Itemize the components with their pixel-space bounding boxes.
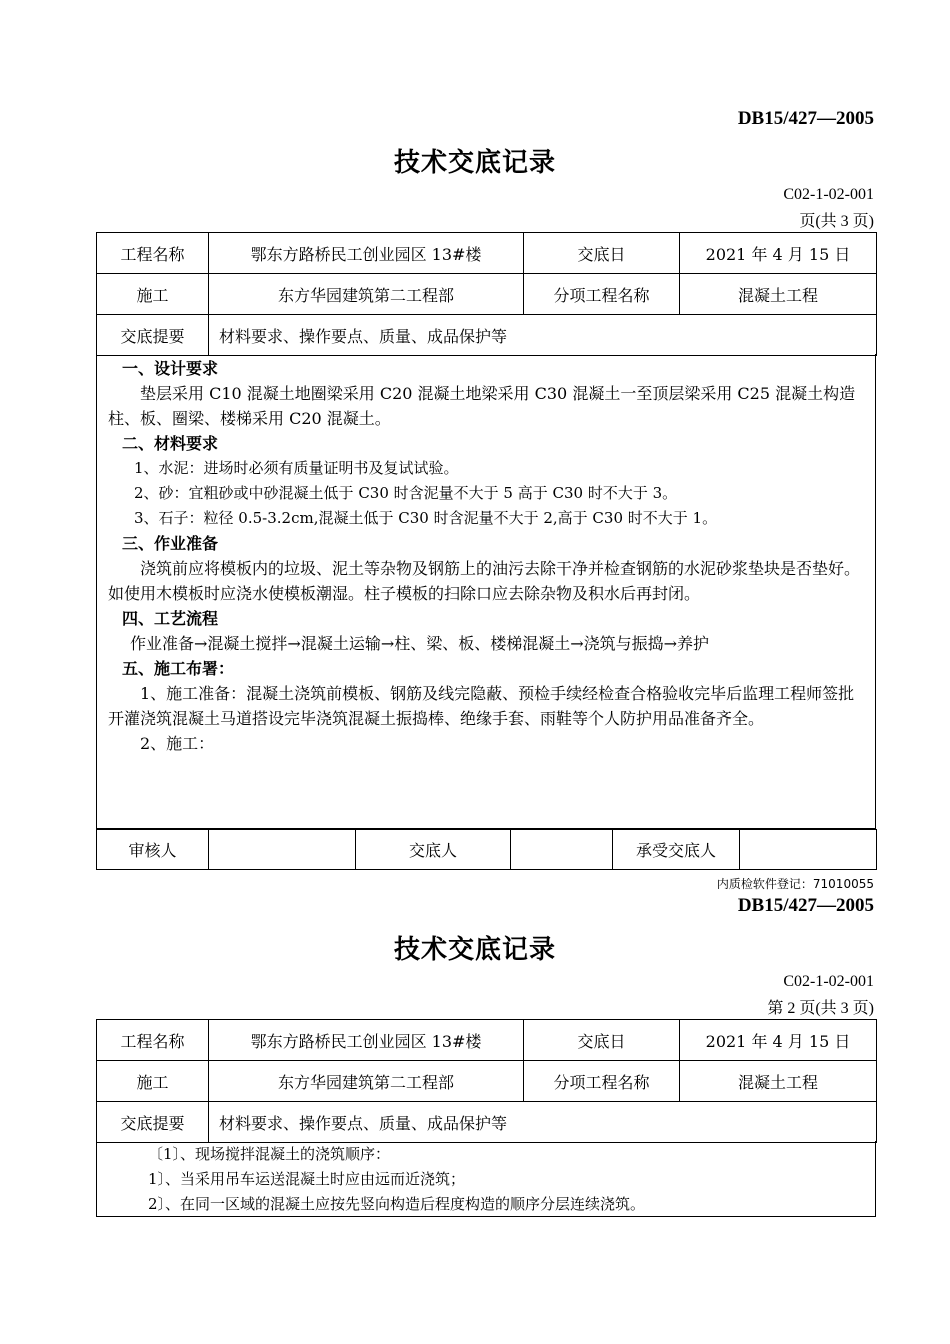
date-value: 2021 年 4 月 15 日 xyxy=(680,233,877,274)
standard-code: DB15/427—2005 xyxy=(737,108,874,129)
construction-unit-value: 东方华园建筑第二工程部 xyxy=(209,274,524,315)
project-name-value: 鄂东方路桥民工创业园区 13#楼 xyxy=(209,233,524,274)
reviewer-field[interactable] xyxy=(209,830,356,870)
subitem-label: 分项工程名称 xyxy=(524,274,680,315)
project-name-label: 工程名称 xyxy=(97,233,209,274)
section-heading: 二、材料要求 xyxy=(122,434,219,453)
registration-note: 内质检软件登记：71010055 xyxy=(716,877,874,891)
project-name-value: 鄂东方路桥民工创业园区 13#楼 xyxy=(209,1020,524,1061)
reviewer-label: 审核人 xyxy=(97,830,209,870)
construction-label: 施工 xyxy=(97,274,209,315)
construction-unit-value: 东方华园建筑第二工程部 xyxy=(209,1061,524,1102)
page-title: 技术交底记录 xyxy=(393,148,556,178)
date-label: 交底日 xyxy=(524,233,680,274)
section-heading: 三、作业准备 xyxy=(122,534,219,553)
page-title: 技术交底记录 xyxy=(393,935,556,965)
page-number: 页(共 3 页) xyxy=(799,213,874,230)
date-label: 交底日 xyxy=(524,1020,680,1061)
content-area xyxy=(96,354,876,829)
page-number: 第 2 页(共 3 页) xyxy=(767,1000,874,1017)
section-heading: 五、施工布署： xyxy=(122,659,235,678)
date-value: 2021 年 4 月 15 日 xyxy=(680,1020,877,1061)
section-text: 作业准备→混凝土搅拌→混凝土运输→柱、梁、板、楼梯混凝土→浇筑与振捣→养护 xyxy=(130,634,710,653)
list-item: 〔1〕、现场搅拌混凝土的浇筑顺序： xyxy=(148,1145,391,1163)
discloser-field[interactable] xyxy=(511,830,613,870)
list-item: 3、石子：粒径 0.5-3.2cm,混凝土低于 C30 时含泥量不大于 2,高于 C30 时不大于 1。 xyxy=(134,509,718,527)
subitem-label: 分项工程名称 xyxy=(524,1061,680,1102)
list-item: 2、砂：宜粗砂或中砂混凝土低于 C30 时含泥量不大于 5 高于 C30 时不大于 3。 xyxy=(134,484,678,502)
section-text: 2、施工： xyxy=(140,734,215,753)
form-code: C02-1-02-001 xyxy=(783,186,874,203)
list-item: 2〕、在同一区域的混凝土应按先竖向构造后程度构造的顺序分层连续浇筑。 xyxy=(148,1195,646,1213)
receiver-label: 承受交底人 xyxy=(613,830,740,870)
header-table xyxy=(96,232,877,356)
construction-label: 施工 xyxy=(97,1061,209,1102)
section-heading: 四、工艺流程 xyxy=(122,609,219,628)
content-area xyxy=(96,1141,876,1217)
list-item: 1〕、当采用吊车运送混凝土时应由远而近浇筑； xyxy=(148,1170,466,1188)
summary-value: 材料要求、操作要点、质量、成品保护等 xyxy=(209,1102,877,1143)
header-table xyxy=(96,1019,877,1143)
section-text: 垫层采用 C10 混凝土地圈梁采用 C20 混凝土地梁采用 C30 混凝土一至顶层梁采用 C25 混凝土构造柱、板、圈梁、楼梯采用 C20 混凝土。 xyxy=(108,384,856,428)
subitem-value: 混凝土工程 xyxy=(680,274,877,315)
form-code: C02-1-02-001 xyxy=(783,973,874,990)
subitem-value: 混凝土工程 xyxy=(680,1061,877,1102)
project-name-label: 工程名称 xyxy=(97,1020,209,1061)
standard-code: DB15/427—2005 xyxy=(737,895,874,916)
list-item: 1、水泥：进场时必须有质量证明书及复试试验。 xyxy=(134,459,459,477)
discloser-label: 交底人 xyxy=(356,830,511,870)
summary-label: 交底提要 xyxy=(97,315,209,356)
signature-table xyxy=(96,829,877,870)
section-text: 1、施工准备：混凝土浇筑前模板、钢筋及线完隐蔽、预检手续经检查合格验收完毕后监理工程师签批开灌浇筑混凝土马道搭设完毕浇筑混凝土振捣棒、绝缘手套、雨鞋等个人防护用品准备齐全。 xyxy=(108,684,855,728)
section-text: 浇筑前应将模板内的垃圾、泥土等杂物及钢筋上的油污去除干净并检查钢筋的水泥砂浆垫块是否垫好。如使用木模板时应浇水使模板潮湿。柱子模板的扫除口应去除杂物及积水后再封闭。 xyxy=(108,559,861,603)
summary-label: 交底提要 xyxy=(97,1102,209,1143)
section-heading: 一、设计要求 xyxy=(122,359,219,378)
receiver-field[interactable] xyxy=(740,830,877,870)
summary-value: 材料要求、操作要点、质量、成品保护等 xyxy=(209,315,877,356)
